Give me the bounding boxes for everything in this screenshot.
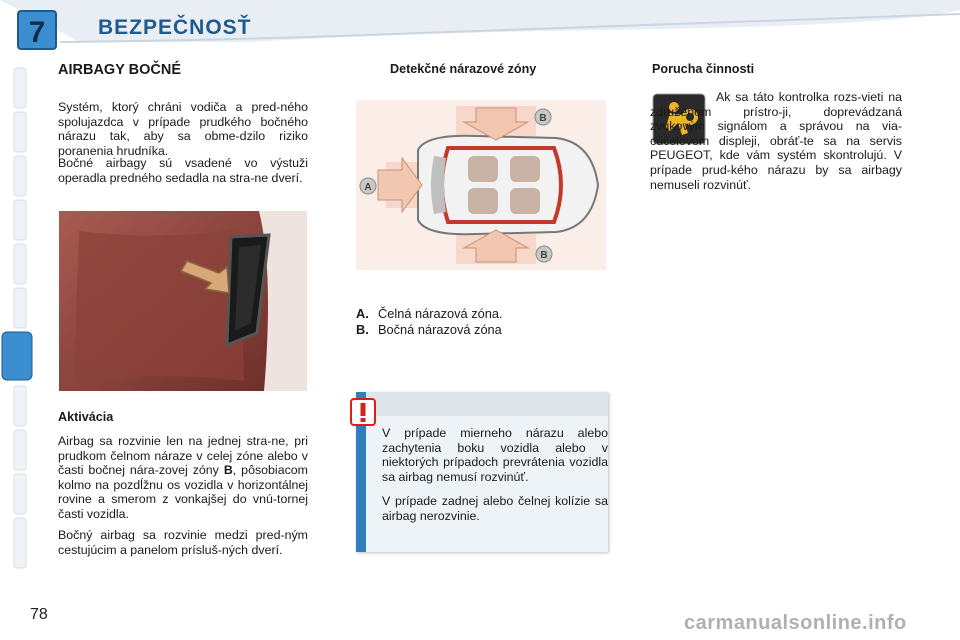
malfunction-title: Porucha činnosti xyxy=(652,62,755,76)
legend-item-a: A. Čelná nárazová zóna. xyxy=(356,306,503,321)
activation-title: Aktivácia xyxy=(58,410,114,424)
location-paragraph: Bočné airbagy sú vsadené vo výstuži operadla predného sedadla na stra-ne dverí. xyxy=(58,156,308,185)
seat-airbag-image xyxy=(59,211,307,391)
passenger-paragraph: Bočný airbag sa rozvinie medzi pred-ným cestujúcim a panelom prísluš-ných dverí. xyxy=(58,528,308,557)
chapter-tabs xyxy=(0,60,40,580)
svg-text:B: B xyxy=(540,250,548,261)
warning-note xyxy=(356,392,608,552)
svg-text:7: 7 xyxy=(28,16,46,49)
page-title: BEZPEČNOSŤ xyxy=(98,16,252,39)
malfunction-paragraph: Ak sa táto kontrolka rozs-vieti na združenom prístro-ji, doprevádzaná zvukovým signálom a správou na via-cúčelovom displeji, obráť-te sa na servis PEUGEOT, kde vám systém skontrolujú. V prípade prud-kého nárazu by sa airbagy nemuseli rozvinúť. xyxy=(650,90,902,192)
note-paragraph-1: V prípade mierneho nárazu alebo zachytenia boku vozidla alebo v niektorých prípadoch prevrátenia vozidla sa airbag nemusí rozvinúť. xyxy=(382,426,608,484)
impact-zones-diagram xyxy=(356,100,606,270)
activation-paragraph: Airbag sa rozvinie len na jednej stra-ne, pri prudkom čelnom náraze v celej zóne alebo v časti bočnej nára-zovej zóny B, pôsobiacom kolmo na pozdĺžnu os vozidla v horizontálnej rovine a smerom z vonkajšej do vnú-tornej časti vozidla. xyxy=(58,434,308,521)
intro-paragraph: Systém, ktorý chráni vodiča a pred-ného spolujazdca v prípade prudkého bočného nárazu tak, aby sa obme-dzilo riziko poranenia hrudníka. xyxy=(58,100,308,158)
svg-text:B: B xyxy=(539,113,547,124)
page-number: 78 xyxy=(30,606,48,623)
watermark: carmanualsonline.info xyxy=(684,612,907,634)
zones-title: Detekčné nárazové zóny xyxy=(390,62,537,76)
svg-text:A: A xyxy=(364,182,372,193)
chapter-badge xyxy=(16,9,58,51)
section-title: AIRBAGY BOČNÉ xyxy=(58,62,181,78)
legend-item-b: B. Bočná nárazová zóna xyxy=(356,322,502,337)
warning-icon xyxy=(350,398,376,426)
note-paragraph-2: V prípade zadnej alebo čelnej kolízie sa airbag nerozvinie. xyxy=(382,494,608,523)
